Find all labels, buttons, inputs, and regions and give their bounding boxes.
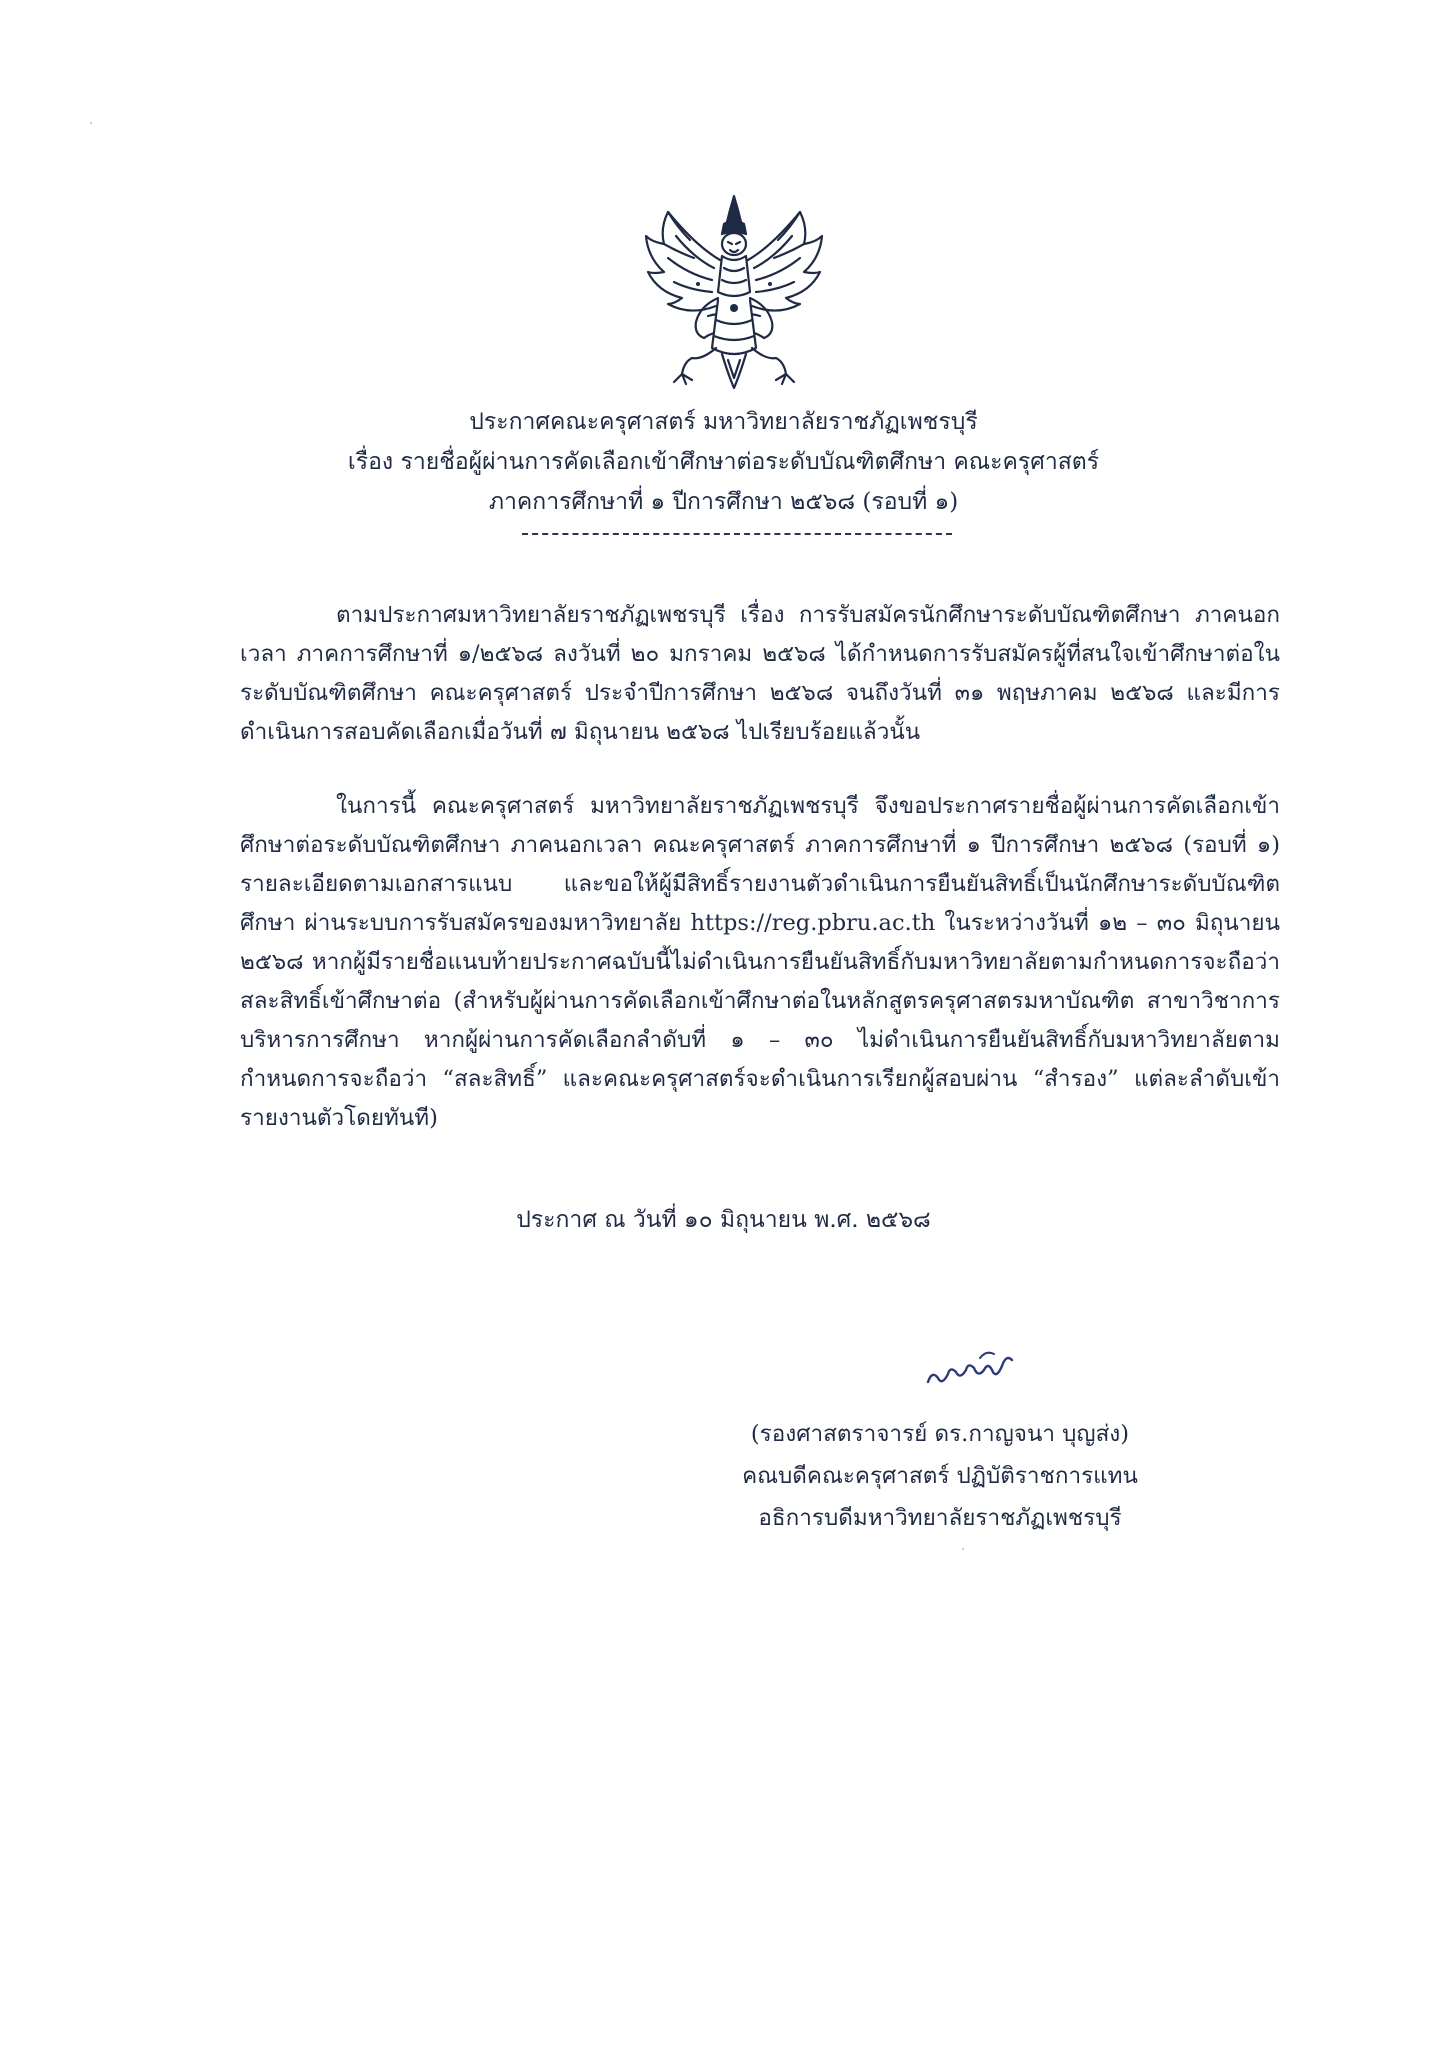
signature-icon xyxy=(920,1340,1030,1400)
heading-line-2: เรื่อง รายชื่อผู้ผ่านการคัดเลือกเข้าศึกษาต่อระดับบัณฑิตศึกษา คณะครุศาสตร์ xyxy=(347,449,1100,475)
scan-speck xyxy=(90,122,92,124)
body-paragraph-1 xyxy=(240,596,1280,752)
dashed-separator xyxy=(522,533,952,535)
signatory-authority: อธิการบดีมหาวิทยาลัยราชภัฏเพชรบุรี xyxy=(758,1505,1122,1531)
heading-line-1: ประกาศคณะครุศาสตร์ มหาวิทยาลัยราชภัฏเพชรบุรี xyxy=(469,409,978,435)
heading-line-3: ภาคการศึกษาที่ ๑ ปีการศึกษา ๒๕๖๘ (รอบที่ ๑) xyxy=(488,489,959,515)
paragraph-1-text: ตามประกาศมหาวิทยาลัยราชภัฏเพชรบุรี เรื่อง การรับสมัครนักศึกษาระดับบัณฑิตศึกษา ภาคนอกเวลา ภาคการศึกษาที่ ๑/๒๕๖๘ ลงวันที่ ๒๐ มกราคม ๒๕๖๘ ได้กำหนดการรับสมัครผู้ที่สนใจเข้าศึกษาต่อในระดับบัณฑิตศึกษา คณะครุศาสตร์ ประจำปีการศึกษา ๒๕๖๘ จนถึงวันที่ ๓๑ พฤษภาคม ๒๕๖๘ และมีการดำเนินการสอบคัดเลือกเมื่อวันที่ ๗ มิถุนายน ๒๕๖๘ ไปเรียบร้อยแล้วนั้น xyxy=(240,602,1280,745)
scan-speck xyxy=(962,1548,964,1550)
garuda-emblem-icon xyxy=(638,188,830,394)
paragraph-2-text: ในการนี้ คณะครุศาสตร์ มหาวิทยาลัยราชภัฏเพชรบุรี จึงขอประกาศรายชื่อผู้ผ่านการคัดเลือกเข้าศึกษาต่อระดับบัณฑิตศึกษา ภาคนอกเวลา คณะครุศาสตร์ ภาคการศึกษาที่ ๑ ปีการศึกษา ๒๕๖๘ (รอบที่ ๑) รายละเอียดตามเอกสารแนบ และขอให้ผู้มีสิทธิ์รายงานตัวดำเนินการยืนยันสิทธิ์เป็นนักศึกษาระดับบัณฑิตศึกษา ผ่านระบบการรับสมัครของมหาวิทยาลัย https://reg.pbru.ac.th ในระหว่างวันที่ ๑๒ – ๓๐ มิถุนายน ๒๕๖๘ หากผู้มีรายชื่อแนบท้ายประกาศฉบับนี้ไม่ดำเนินการยืนยันสิทธิ์กับมหาวิทยาลัยตามกำหนดการจะถือว่าสละสิทธิ์เข้าศึกษาต่อ (สำหรับผู้ผ่านการคัดเลือกเข้าศึกษาต่อในหลักสูตรครุศาสตรมหาบัณฑิต สาขาวิชาการบริหารการศึกษา หากผู้ผ่านการคัดเลือกลำดับที่ ๑ – ๓๐ ไม่ดำเนินการยืนยันสิทธิ์กับมหาวิทยาลัยตามกำหนดการจะถือว่า “สละสิทธิ์” และคณะครุศาสตร์จะดำเนินการเรียกผู้สอบผ่าน “สำรอง” แต่ละลำดับเข้ารายงานตัวโดยทันที) xyxy=(240,793,1280,1131)
signatory-name: (รองศาสตราจารย์ ดร.กาญจนา บุญส่ง) xyxy=(750,1421,1130,1447)
announcement-heading xyxy=(300,402,1147,522)
signatory-position: คณบดีคณะครุศาสตร์ ปฏิบัติราชการแทน xyxy=(742,1463,1138,1489)
announcement-date: ประกาศ ณ วันที่ ๑๐ มิถุนายน พ.ศ. ๒๕๖๘ xyxy=(516,1207,931,1233)
body-paragraph-2 xyxy=(240,787,1280,1138)
signatory-block xyxy=(690,1413,1190,1539)
